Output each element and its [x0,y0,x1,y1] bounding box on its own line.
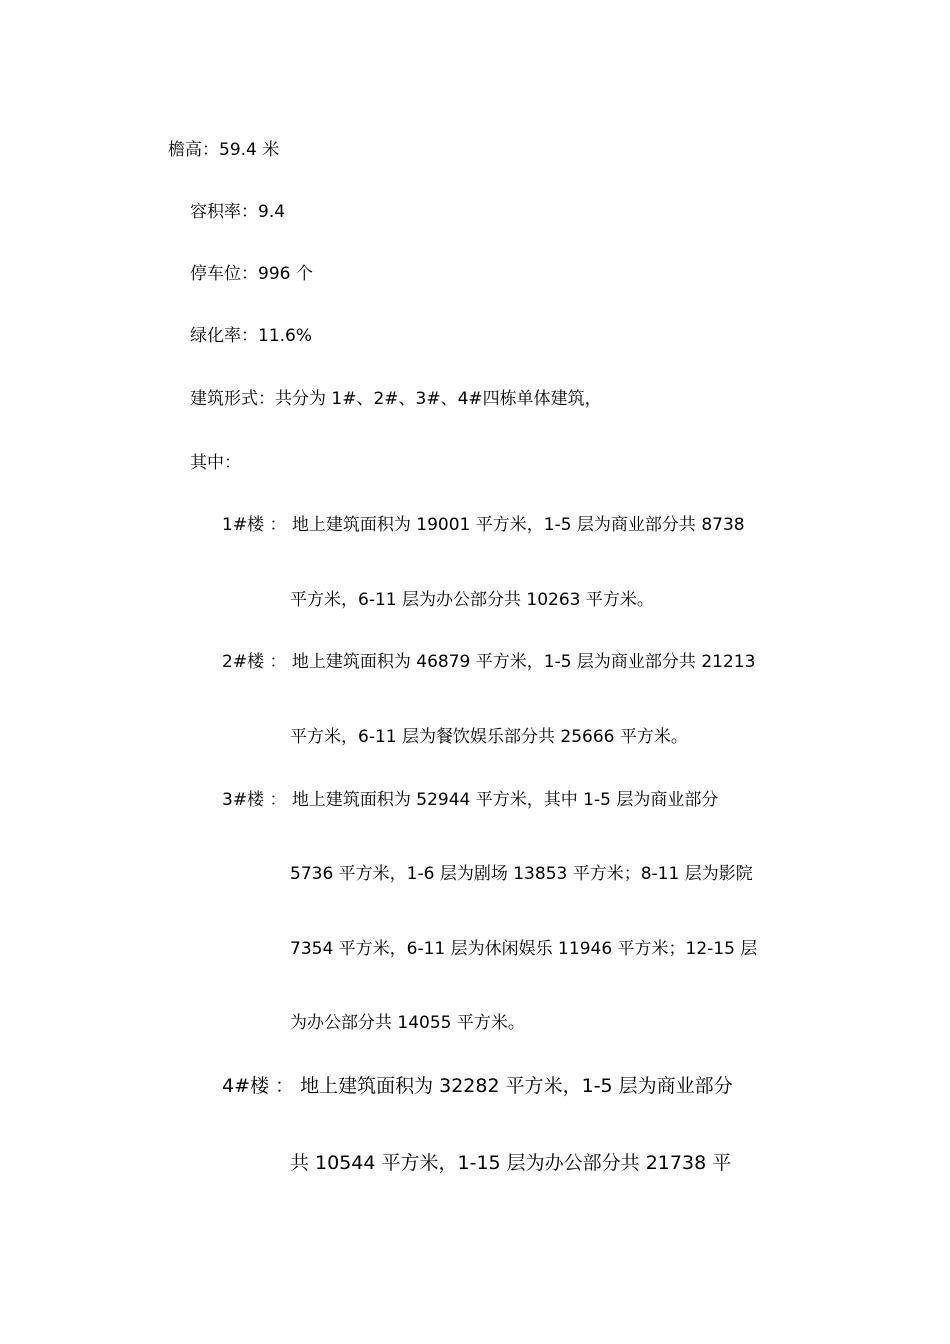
building3-line3: 7354 平方米，6-11 层为休闲娱乐 11946 平方米；12-15 层 [290,939,758,959]
building4-line1: 4#楼 ： 地上建筑面积为 32282 平方米，1-5 层为商业部分 [222,1075,733,1097]
building-form-line: 建筑形式：共分为 1#、2#、3#、4#四栋单体建筑， [190,389,602,409]
eave-height-line: 檐高：59.4 米 [168,140,280,160]
building2-line2: 平方米，6-11 层为餐饮娱乐部分共 25666 平方米。 [290,727,688,747]
building3-line2: 5736 平方米，1-6 层为剧场 13853 平方米；8-11 层为影院 [290,864,753,884]
plot-ratio-line: 容积率：9.4 [190,202,286,222]
green-rate-line: 绿化率：11.6% [190,326,313,346]
building3-line1: 3#楼 ： 地上建筑面积为 52944 平方米，其中 1-5 层为商业部分 [222,790,719,810]
building2-line1: 2#楼 ： 地上建筑面积为 46879 平方米，1-5 层为商业部分共 21213 [222,652,756,672]
parking-line: 停车位：996 个 [190,264,313,284]
among-line: 其中： [190,453,241,473]
building1-line1: 1#楼 ： 地上建筑面积为 19001 平方米，1-5 层为商业部分共 8738 [222,515,745,535]
building1-line2: 平方米，6-11 层为办公部分共 10263 平方米。 [290,590,654,610]
building4-line2: 共 10544 平方米，1-15 层为办公部分共 21738 平 [290,1152,732,1174]
building3-line4: 为办公部分共 14055 平方米。 [290,1013,525,1033]
